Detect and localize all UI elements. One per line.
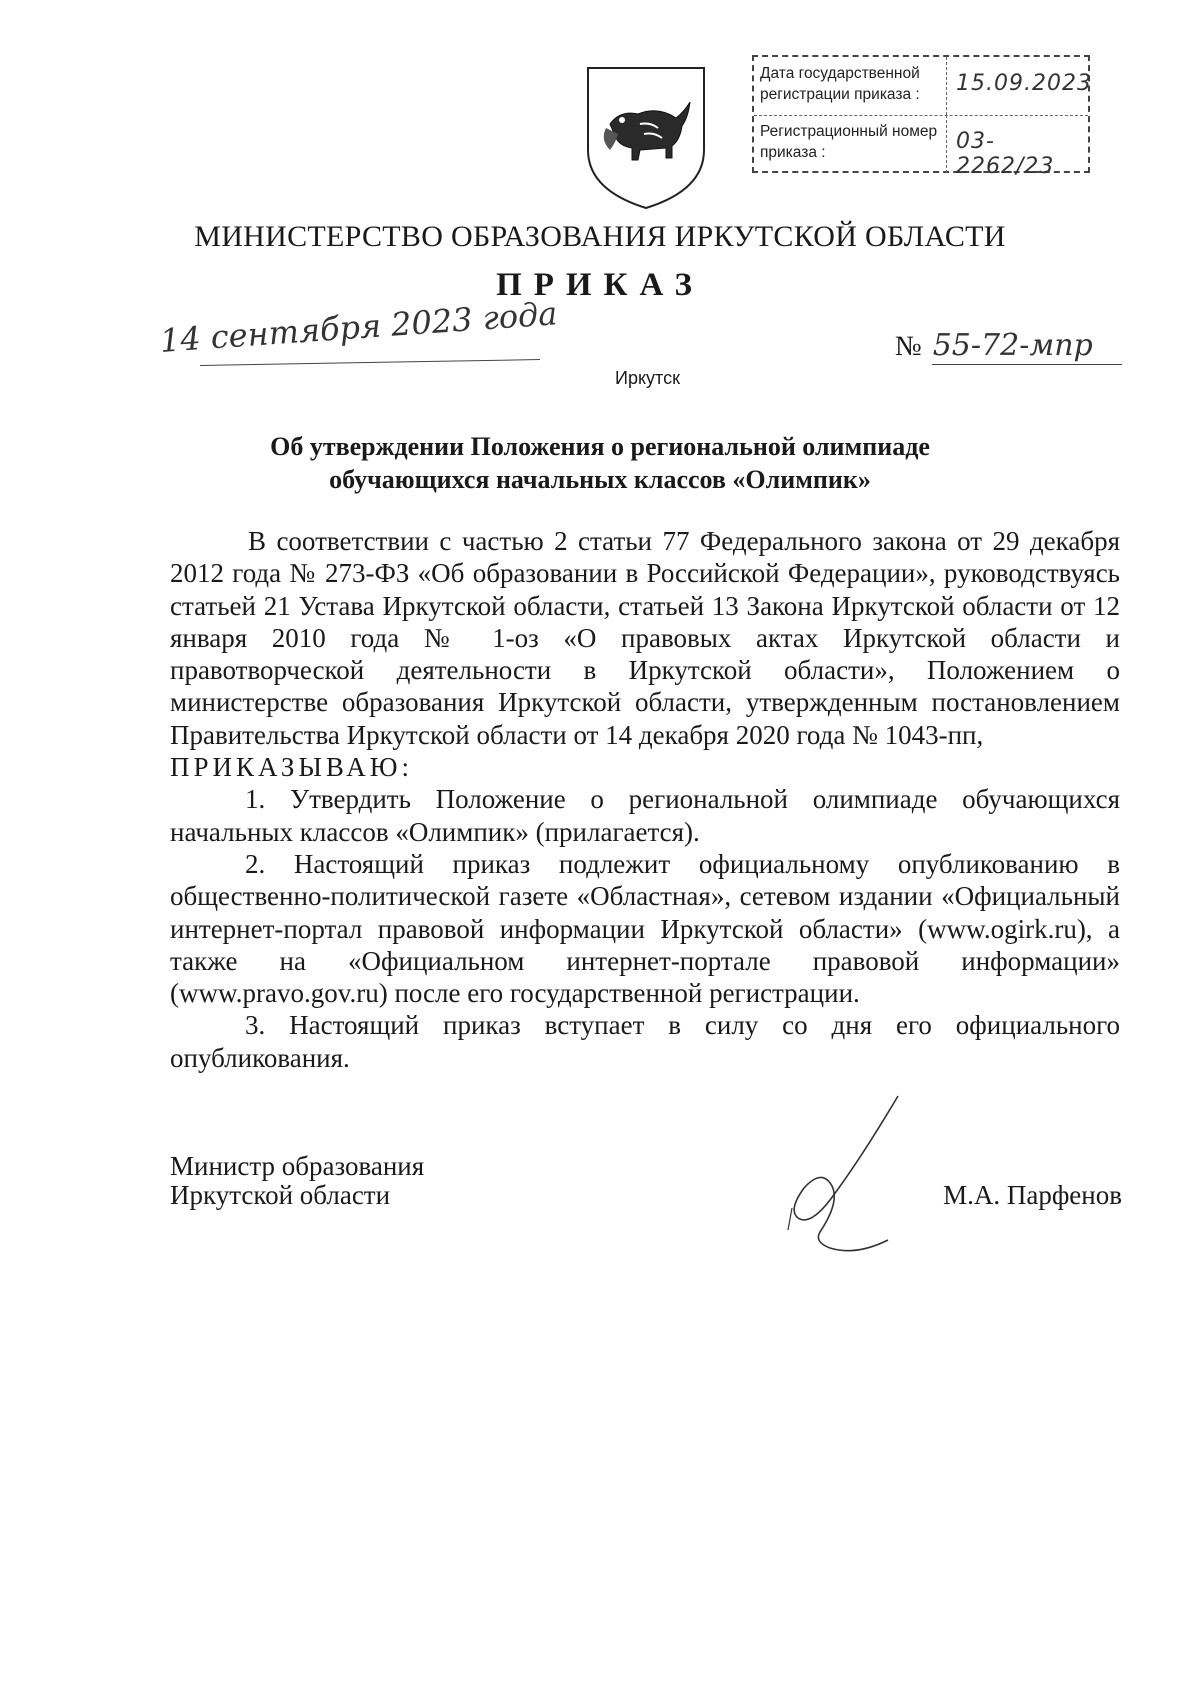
signer-title-line-1: Министр образования	[170, 1151, 425, 1181]
ministry-name: МИНИСТЕРСТВО ОБРАЗОВАНИЯ ИРКУТСКОЙ ОБЛАСТИ	[194, 220, 1006, 253]
document-title-line-1: Об утверждении Положения о региональной олимпиаде	[270, 432, 930, 461]
coat-of-arms-icon	[580, 62, 712, 212]
signer-title	[170, 1152, 424, 1210]
stamp-date-label: Дата государственной регистрации приказа :	[760, 65, 920, 103]
document-title-line-2: обучающихся начальных классов «Олимпик»	[329, 465, 871, 494]
signer-title-line-2: Иркутской области	[170, 1180, 391, 1210]
number-sign: №	[895, 331, 922, 362]
number-underline	[932, 364, 1122, 365]
order-item-3: 3. Настоящий приказ вступает в силу со дня его официального опубликования.	[170, 1010, 1120, 1073]
order-title: ПРИКАЗ	[496, 267, 704, 303]
document-title	[0, 430, 1200, 496]
handwritten-signature	[770, 1090, 910, 1260]
order-number	[895, 328, 1093, 363]
order-number-value: 55-72-мпр	[932, 328, 1093, 363]
preamble-paragraph: В соответствии с частью 2 статьи 77 Федерального закона от 29 декабря 2012 года № 273-ФЗ «Об образовании в Российской Федерации», руководствуясь статьей 21 Устава Иркутской области, статьей 13 Закона Иркутской области от 12 января 2010 года № 1-оз «О правовых актах Иркутской области и правотворческой деятельности в Иркутской области», Положением о министерстве образования Иркутской области, утвержденным постановлением Правительства Иркутской области от 14 декабря 2020 года № 1043-пп,	[170, 526, 1120, 750]
stamp-date-value: 15.09.2023	[956, 71, 1092, 96]
order-date: 14 сентября 2023 года	[158, 294, 559, 360]
registration-stamp	[752, 55, 1092, 179]
stamp-number-value: 03-2262/23	[956, 129, 1055, 179]
order-item-1: 1. Утвердить Положение о региональной олимпиаде обучающихся начальных классов «Олимпик» (прилагается).	[170, 784, 1120, 847]
document-body	[170, 525, 1120, 1074]
order-word: ПРИКАЗЫВАЮ:	[170, 752, 413, 783]
stamp-number-row	[754, 115, 1088, 179]
city: Иркутск	[615, 368, 680, 388]
stamp-number-label: Регистрационный номер приказа :	[760, 123, 938, 161]
signer-name: М.А. Парфенов	[943, 1180, 1122, 1210]
order-item-2: 2. Настоящий приказ подлежит официальному опубликованию в общественно-политической газете «Областная», сетевом издании «Официальный интернет-портал правовой информации Иркутской области» (www.ogirk.ru), а также на «Официальном интернет-портале правовой информации» (www.pravo.gov.ru) после его государственной регистрации.	[170, 848, 1120, 1009]
stamp-date-row	[754, 57, 1092, 116]
date-underline	[200, 359, 540, 366]
